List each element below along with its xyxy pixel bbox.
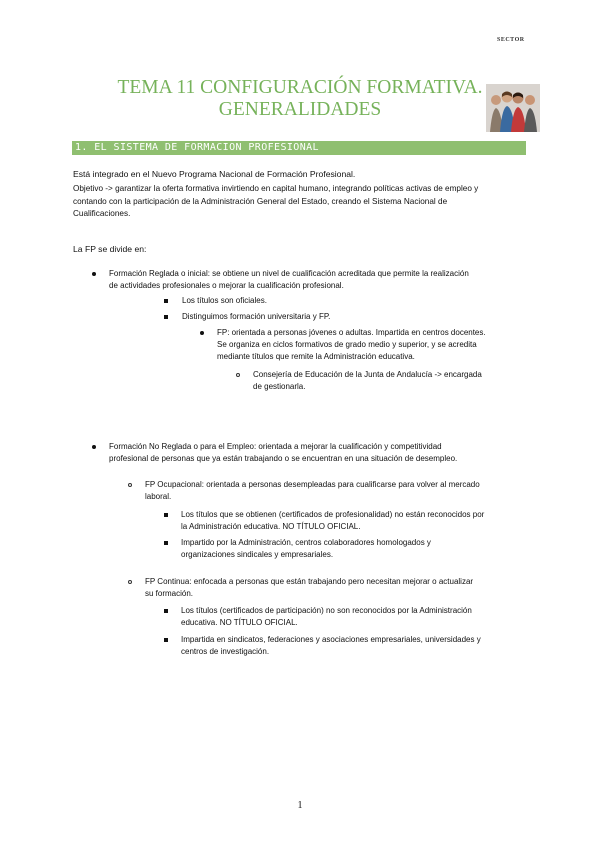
- objective-line-2: contando con la participación de la Administración General del Estado, creando el Sistema Nacional de: [73, 196, 448, 206]
- ocupacional-sub-1-line-2: la Administración educativa. NO TÍTULO OFICIAL.: [181, 522, 361, 531]
- noreglada-text: [109, 441, 457, 465]
- intro-text: Está integrado en el Nuevo Programa Nacional de Formación Profesional.: [73, 169, 356, 179]
- continua-sub-2-line-1: Impartida en sindicatos, federaciones y asociaciones empresariales, universidades y: [181, 635, 481, 644]
- students-illustration: [486, 84, 540, 132]
- reglada-sub-2: Distinguimos formación universitaria y FP.: [182, 312, 331, 321]
- bullet-circle-icon: [236, 373, 240, 377]
- header-sector: SECTOR: [497, 37, 525, 43]
- ocupacional-line-1: FP Ocupacional: orientada a personas desempleadas para cualificarse para volver al mercado: [145, 480, 480, 489]
- bullet-square-icon: [164, 541, 168, 545]
- objective-text: [73, 183, 478, 221]
- bullet-circle-icon: [128, 580, 132, 584]
- noreglada-line-1: Formación No Reglada o para el Empleo: orientada a mejorar la cualificación y competitividad: [109, 442, 442, 451]
- bullet-circle-icon: [128, 483, 132, 487]
- section-heading: 1. EL SISTEMA DE FORMACION PROFESIONAL: [75, 142, 319, 153]
- ocupacional-sub-1-line-1: Los títulos que se obtienen (certificados de profesionalidad) no están reconocidos por: [181, 510, 485, 519]
- fp-text: [217, 327, 486, 363]
- title-line-2: GENERALIDADES: [218, 99, 382, 120]
- continua-sub-2: [181, 634, 481, 658]
- page-number: 1: [297, 800, 303, 811]
- continua-sub-2-line-2: centros de investigación.: [181, 647, 270, 656]
- continua-sub-1: [181, 605, 472, 629]
- title-line-1: TEMA 11 CONFIGURACIÓN FORMATIVA.: [117, 77, 483, 98]
- continua-line-1: FP Continua: enfocada a personas que están trabajando pero necesitan mejorar o actualizar: [145, 577, 474, 586]
- fp-line-2: Se organiza en ciclos formativos de grado medio y superior, y se acredita: [217, 340, 477, 349]
- ocupacional-line-2: laboral.: [145, 492, 172, 501]
- continua-sub-1-line-1: Los títulos (certificados de participación) no son reconocidos por la Administración: [181, 606, 472, 615]
- ocupacional-text: [145, 479, 480, 503]
- students-photo: [486, 84, 540, 132]
- section-heading-bar: [72, 141, 526, 155]
- ocupacional-sub-1: [181, 509, 484, 533]
- bullet-dot-icon: [200, 331, 204, 335]
- bullet-square-icon: [164, 315, 168, 319]
- bullet-square-icon: [164, 513, 168, 517]
- reglada-line-1: Formación Reglada o inicial: se obtiene un nivel de cualificación acreditada que permite la realización: [109, 269, 469, 278]
- page-title: [100, 77, 500, 121]
- fp-line-3: mediante títulos que remite la Administración educativa.: [217, 352, 415, 361]
- divide-text: La FP se divide en:: [73, 244, 147, 254]
- continua-line-2: su formación.: [145, 589, 194, 598]
- fp-line-1: FP: orientada a personas jóvenes o adultas. Impartida en centros docentes.: [217, 328, 486, 337]
- ocupacional-sub-2-line-2: organizaciones sindicales y empresariales.: [181, 550, 334, 559]
- bullet-square-icon: [164, 638, 168, 642]
- objective-line-3: Cualificaciones.: [73, 209, 131, 218]
- reglada-line-2: de actividades profesionales o mejorar la cualificación profesional.: [109, 281, 344, 290]
- bullet-square-icon: [164, 299, 168, 303]
- ocupacional-sub-2: [181, 537, 431, 561]
- continua-sub-1-line-2: educativa. NO TÍTULO OFICIAL.: [181, 618, 298, 627]
- bullet-square-icon: [164, 609, 168, 613]
- consejeria-line-1: Consejería de Educación de la Junta de Andalucía -> encargada: [253, 370, 482, 379]
- bullet-dot-icon: [92, 445, 96, 449]
- noreglada-line-2: profesional de personas que ya están trabajando o se encuentran en una situación de desempleo.: [109, 454, 458, 463]
- bullet-dot-icon: [92, 272, 96, 276]
- reglada-sub-1: Los títulos son oficiales.: [182, 296, 267, 305]
- ocupacional-sub-2-line-1: Impartido por la Administración, centros colaboradores homologados y: [181, 538, 431, 547]
- reglada-text: [109, 268, 469, 292]
- consejeria-text: [253, 369, 482, 393]
- consejeria-line-2: de gestionarla.: [253, 382, 306, 391]
- continua-text: [145, 576, 473, 600]
- objective-line-1: Objetivo -> garantizar la oferta formativa invirtiendo en capital humano, integrando políticas activas de empleo y: [73, 184, 479, 193]
